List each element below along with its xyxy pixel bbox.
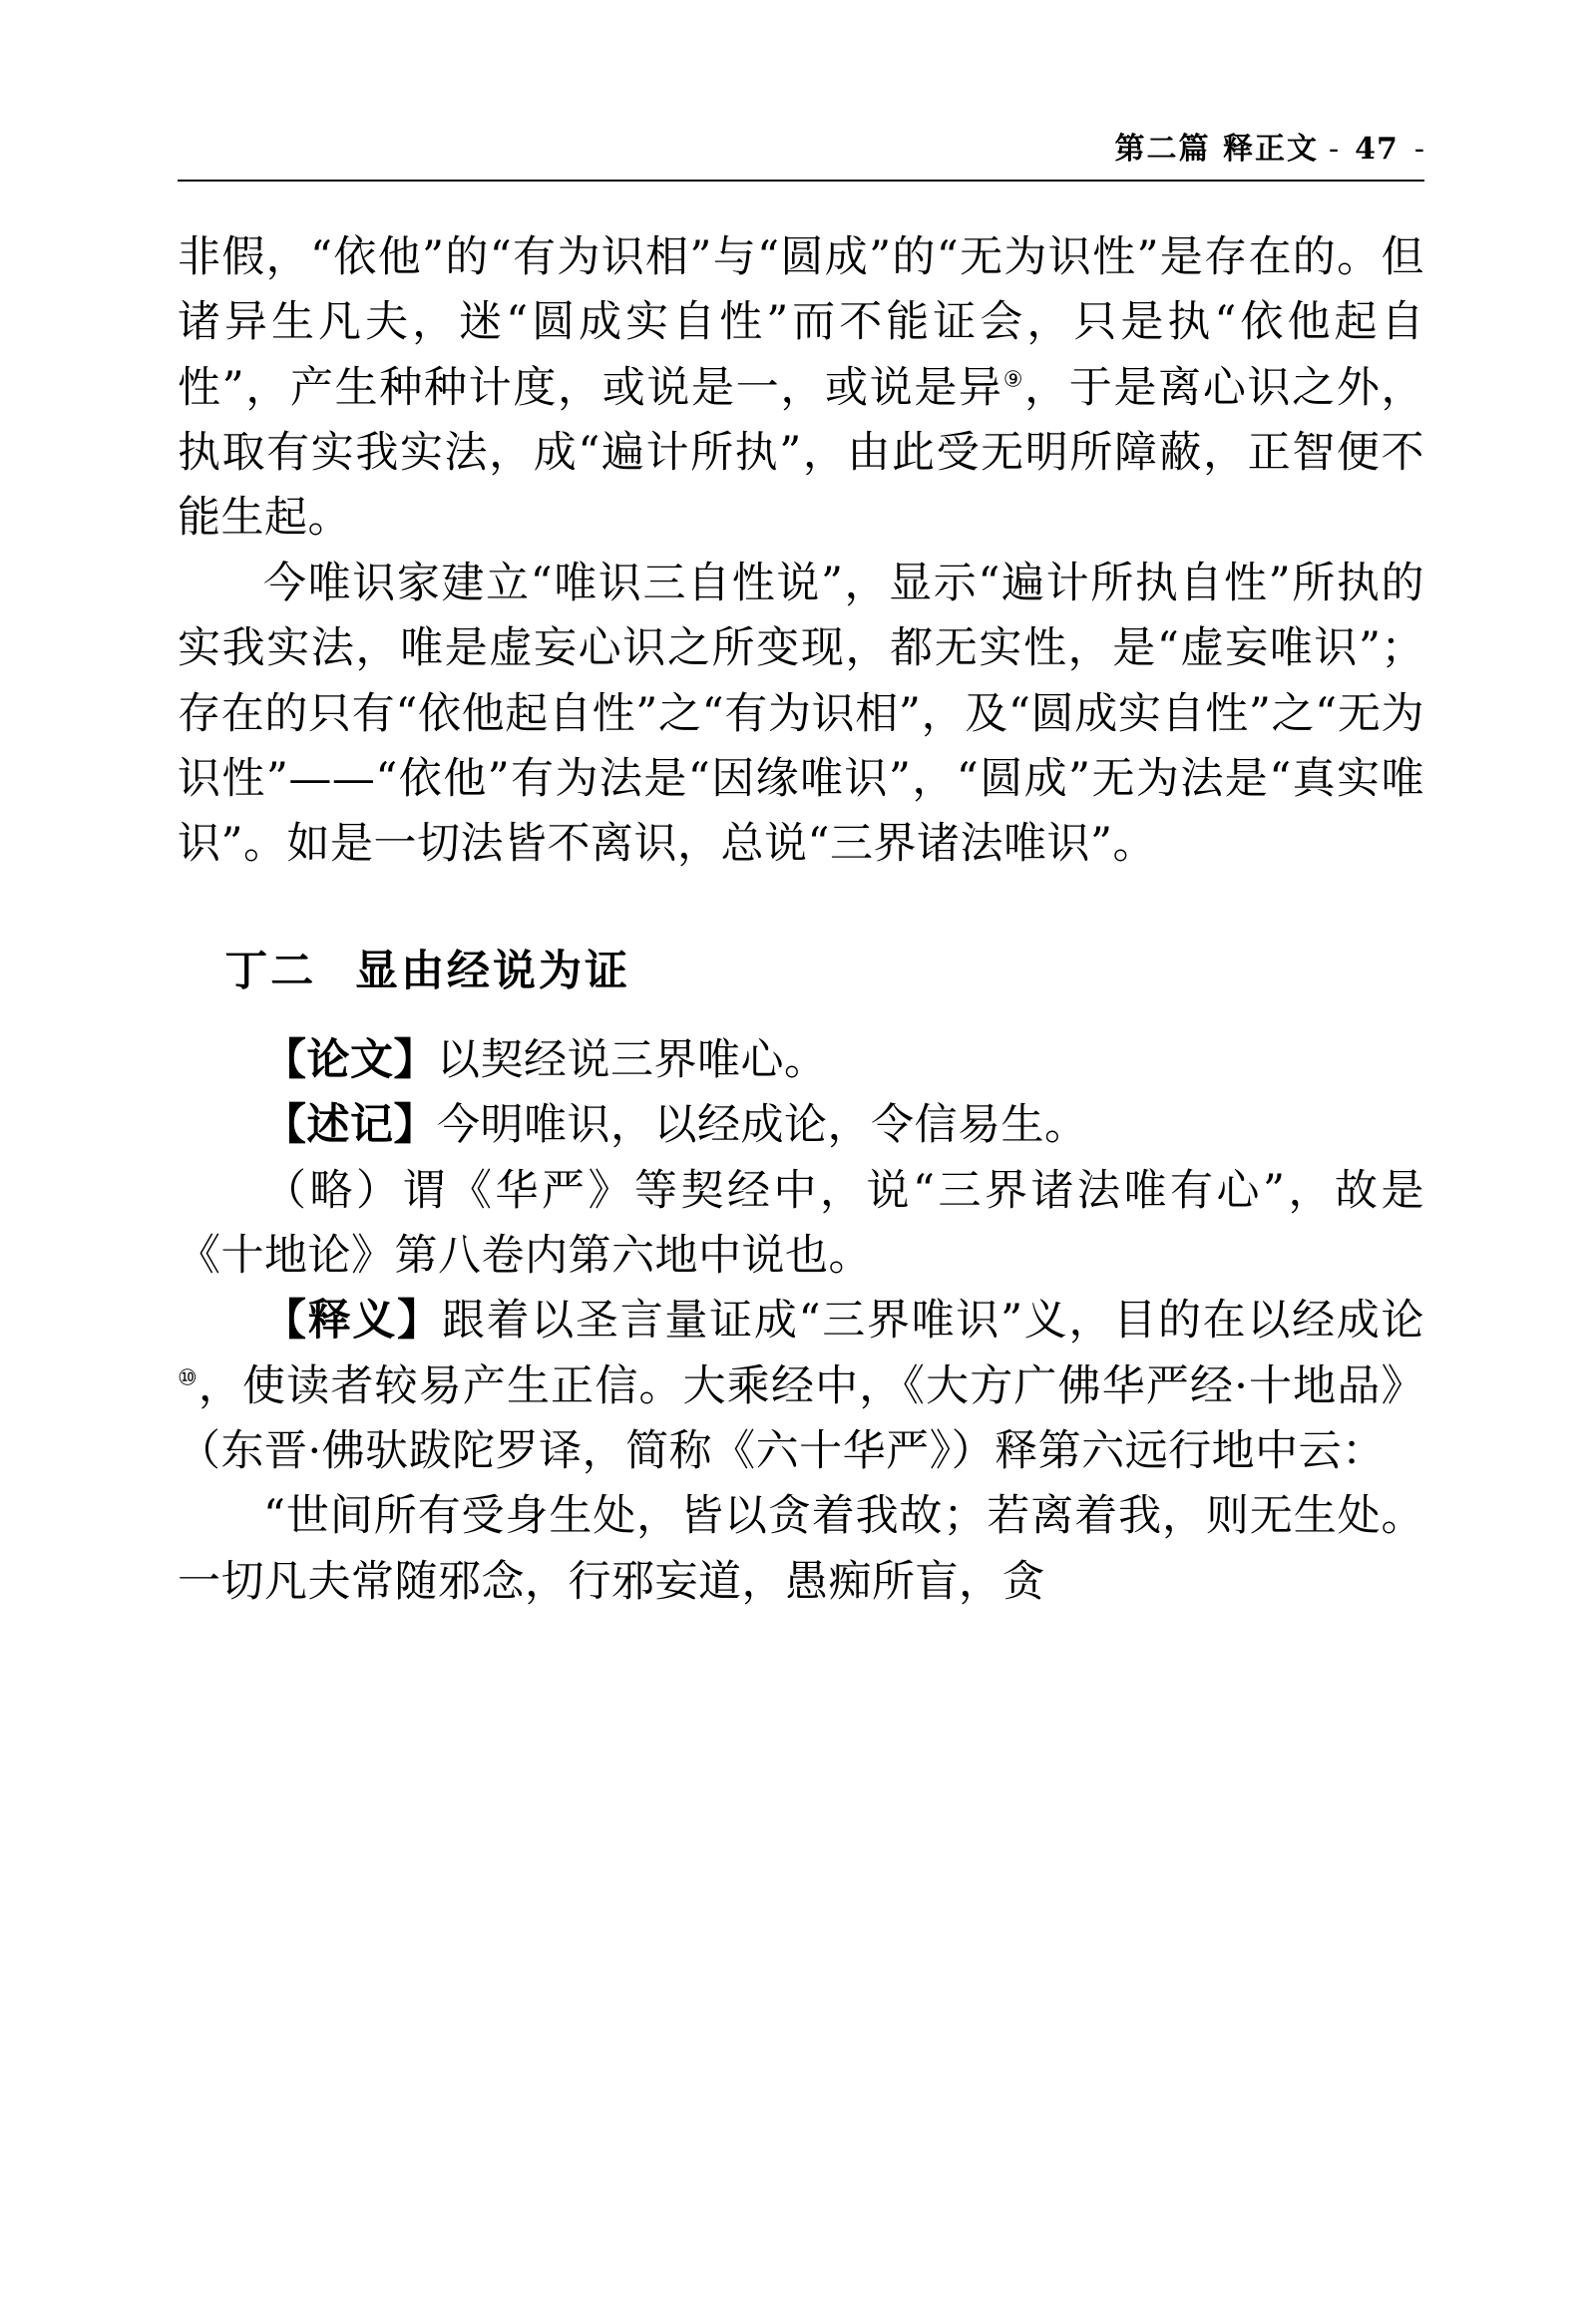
header-rule bbox=[178, 180, 1424, 182]
entry-shuji bbox=[178, 1093, 1424, 1158]
entry-lunwen-text: 以契经说三界唯心。 bbox=[437, 1034, 828, 1085]
paragraph-1 bbox=[178, 225, 1424, 552]
header-dash-right: - bbox=[1413, 132, 1424, 167]
section-heading bbox=[178, 940, 1424, 1004]
header-inner bbox=[1115, 124, 1424, 168]
final-quote-paragraph: “世间所有受身生处，皆以贪着我故；若离着我，则无生处。一切凡夫常随邪念，行邪妄道，愚痴所盲，贪 bbox=[178, 1491, 1424, 1607]
entry-shiyi bbox=[178, 1289, 1424, 1484]
section-heading-label: 丁二 bbox=[224, 946, 317, 996]
paragraph-1-text: 非假，“依他”的“有为识相”与“圆成”的“无为识性”是存在的。但诸异生凡夫，迷“圆成实自性”而不能证会，只是执“依他起自性”，产生种种计度，或说是一，或说是异 bbox=[178, 232, 1424, 413]
paragraph-1-continued: ，于是离心识之外，执取有实我实法，成“遍计所执”，由此受无明所障蔽，正智便不能生起。 bbox=[178, 362, 1425, 544]
entry-shuji-text: 今明唯识，以经成论，令信易生。 bbox=[437, 1100, 1088, 1151]
entry-shiyi-part1: 跟着以圣言量证成“三界唯识”义，目的在以经成论 bbox=[441, 1296, 1425, 1347]
page-header bbox=[178, 120, 1424, 178]
entry-shuji-tag: 【述记】 bbox=[263, 1100, 437, 1151]
paragraph-2: 今唯识家建立“唯识三自性说”，显示“遍计所执自性”所执的实我实法，唯是虚妄心识之所变现，都无实性，是“虚妄唯识”；存在的只有“依他起自性”之“有为识相”，及“圆成实自性”之“无为识性”——“依他”有为法是“因缘唯识”，“圆成”无为法是“真实唯识”。如是一切法皆不离识，总说“三界诸法唯识”。 bbox=[178, 558, 1424, 870]
footnote-mark-9: ⑨ bbox=[1002, 367, 1025, 393]
entry-lunwen bbox=[178, 1028, 1424, 1093]
page-content bbox=[178, 120, 1424, 1615]
quote-paragraph: （略）谓《华严》等契经中，说“三界诸法唯有心”，故是《十地论》第八卷内第六地中说也。 bbox=[178, 1165, 1424, 1282]
header-chapter-title: 第二篇 释正文 bbox=[1114, 132, 1319, 167]
page-number: 47 bbox=[1355, 132, 1398, 167]
section-heading-title: 显由经说为证 bbox=[354, 946, 630, 996]
entry-lunwen-tag: 【论文】 bbox=[263, 1034, 437, 1085]
entry-shiyi-tag: 【释义】 bbox=[263, 1296, 442, 1347]
footnote-mark-10: ⑩ bbox=[178, 1365, 199, 1391]
page-body bbox=[178, 225, 1424, 1615]
header-dash-left: - bbox=[1328, 132, 1340, 167]
entry-shiyi-part2: ，使读者较易产生正信。大乘经中，《大方广佛华严经·十地品》（东晋·佛驮跋陀罗译，简称《六十华严》）释第六远行地中云： bbox=[178, 1360, 1424, 1477]
